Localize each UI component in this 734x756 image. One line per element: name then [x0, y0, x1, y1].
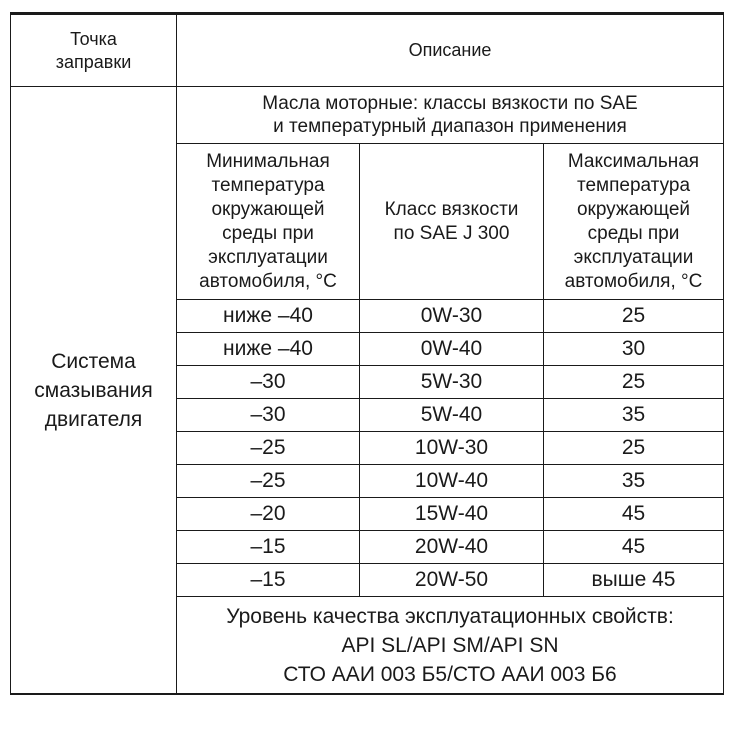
- viscosity-cell: 15W-40: [360, 498, 544, 531]
- max-temp-cell: 45: [544, 498, 724, 531]
- quality-line: Уровень качества эксплуатационных свойств:: [226, 604, 674, 628]
- min-temp-cell: –25: [177, 432, 360, 465]
- max-temp-cell: 35: [544, 465, 724, 498]
- min-temp-cell: –30: [177, 399, 360, 432]
- max-temp-cell: 35: [544, 399, 724, 432]
- col-class-line: Класс вязкости: [384, 198, 519, 220]
- col-min-line: автомобиля, °C: [199, 270, 337, 292]
- oil-title-line: и температурный диапазон применения: [273, 116, 627, 137]
- system-label-line: двигателя: [44, 407, 143, 431]
- max-temp-cell: выше 45: [544, 564, 724, 597]
- col-min-line: среды при: [222, 222, 314, 244]
- lubricants-table: [10, 12, 724, 695]
- quality-line: СТО ААИ 003 Б5/СТО ААИ 003 Б6: [283, 662, 617, 686]
- max-temp-cell: 25: [544, 300, 724, 333]
- header-description: Описание: [177, 14, 724, 87]
- col-min-line: температура: [211, 174, 325, 196]
- viscosity-cell: 10W-30: [360, 432, 544, 465]
- col-class-line: по SAE J 300: [393, 222, 510, 244]
- col-min-line: Минимальная: [206, 150, 330, 172]
- min-temp-cell: –20: [177, 498, 360, 531]
- viscosity-cell: 0W-40: [360, 333, 544, 366]
- viscosity-cell: 20W-50: [360, 564, 544, 597]
- min-temp-cell: –30: [177, 366, 360, 399]
- viscosity-cell: 20W-40: [360, 531, 544, 564]
- max-temp-cell: 25: [544, 366, 724, 399]
- col-max-line: эксплуатации: [573, 246, 694, 268]
- min-temp-cell: –15: [177, 531, 360, 564]
- col-max-line: среды при: [587, 222, 680, 244]
- col-max-line: автомобиля, °C: [564, 270, 703, 292]
- min-temp-cell: ниже –40: [177, 300, 360, 333]
- quality-line: API SL/API SM/API SN: [341, 633, 559, 657]
- max-temp-cell: 45: [544, 531, 724, 564]
- viscosity-cell: 0W-30: [360, 300, 544, 333]
- quality-level-cell: [177, 597, 724, 695]
- col-max-line: окружающей: [576, 198, 691, 220]
- col-viscosity-header: [360, 144, 544, 300]
- viscosity-cell: 5W-40: [360, 399, 544, 432]
- system-label: [11, 87, 177, 695]
- max-temp-cell: 30: [544, 333, 724, 366]
- max-temp-cell: 25: [544, 432, 724, 465]
- header-fill-point-line: Точка: [70, 28, 117, 49]
- oil-title-line: Масла моторные: классы вязкости по SAE: [262, 93, 638, 114]
- viscosity-cell: 5W-30: [360, 366, 544, 399]
- min-temp-cell: –25: [177, 465, 360, 498]
- col-min-line: эксплуатации: [208, 246, 328, 268]
- viscosity-cell: 10W-40: [360, 465, 544, 498]
- header-fill-point: [11, 14, 177, 87]
- min-temp-cell: –15: [177, 564, 360, 597]
- oil-section-title: [177, 87, 724, 144]
- col-max-line: Максимальная: [567, 150, 700, 172]
- col-max-temp-header: [544, 144, 724, 300]
- system-label-line: Система: [51, 349, 136, 373]
- col-max-line: температура: [576, 174, 691, 196]
- col-min-line: окружающей: [211, 198, 325, 220]
- header-fill-point-line: заправки: [55, 51, 132, 72]
- min-temp-cell: ниже –40: [177, 333, 360, 366]
- system-label-line: смазывания: [34, 378, 153, 402]
- col-min-temp-header: [177, 144, 360, 300]
